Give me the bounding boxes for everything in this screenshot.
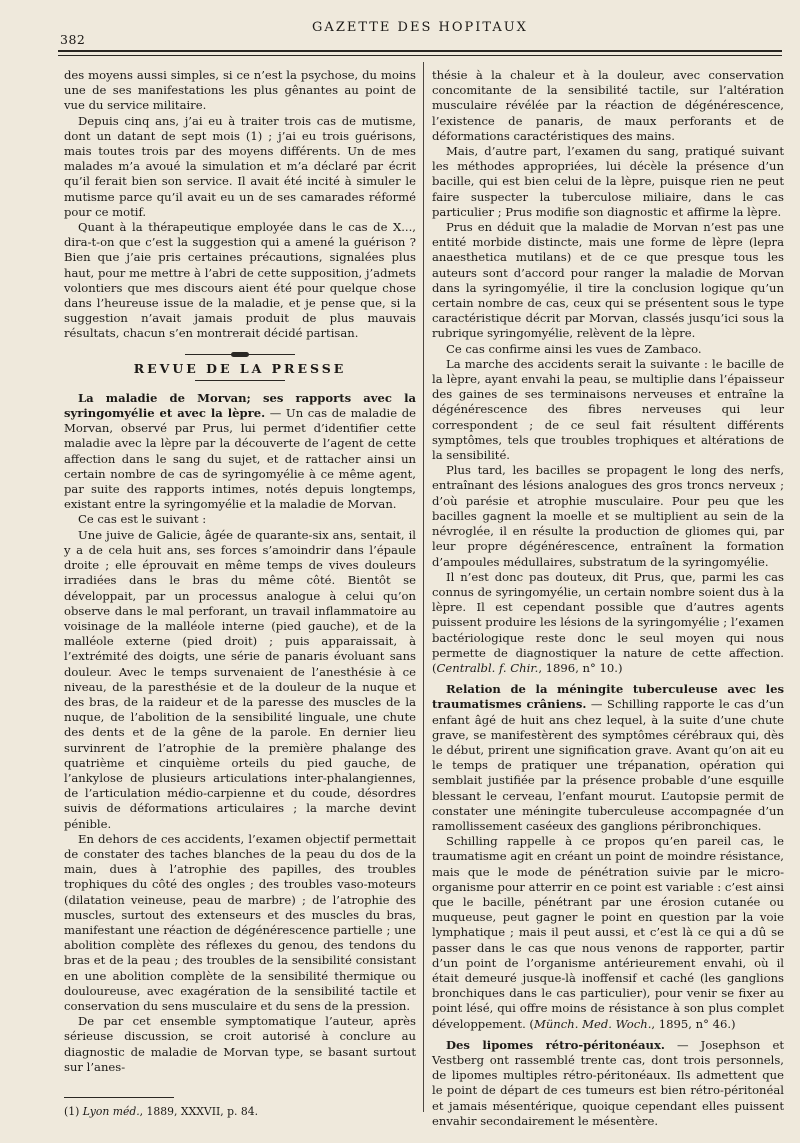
paragraph: Prus en déduit que la maladie de Morvan n’est pas une entité morbide distincte, mais une forme de lèpre (lepra anaesthetica mutilans) et de ce que presque tous les auteurs sont d’accord pour ranger la maladie de Morvan dans la syringomyélie, il tire la conclusion logique qu’un certain nombre de cas, ceux qui se présentent sous le type caractéristique décrit par Morvan, classés jusqu’ici sous la rubrique syringomyélie, relèvent de la lèpre. <box>432 220 784 341</box>
paragraph: La marche des accidents serait la suivante : le bacille de la lèpre, ayant envahi la peau, se multiplie dans l’épaisseur des gaines de ses terminaisons nerveuses et entraîne la dégénérescence des fibres nerveuses qui leur correspondent ; de ce seul fait résultent différents symptômes, tels que troubles trophiques et altérations de la sensibilité. <box>432 356 784 463</box>
paragraph: Mais, d’autre part, l’examen du sang, pratiqué suivant les méthodes appropriées, lui décèle la présence d’un bacille, qui est bien celui de la lèpre, puisque rien ne peut faire suspecter la tuberculose miliaire, dans le cas particulier ; Prus modifie son diagnostic et affirme la lèpre. <box>432 144 784 219</box>
paragraph: Schilling rappelle à ce propos qu’en pareil cas, le traumatisme agit en créant un point de moindre résistance, mais que le mode de pénétration suivie par le micro-organisme pour atterrir en ce point est variable : c’est ainsi que le bacille, pénétrant par une érosion cutanée ou muqueuse, peut gagner le point en question par la voie lymphatique ; mais il peut aussi, et c’est là ce qui a dû se passer dans le cas que nous venons de rapporter, partir d’un point de l’organisme antérieurement envahi, où il était demeuré jusque-là inoffensif et caché (les ganglions bronchiques dans le cas particulier), pour venir se fixer au point lésé, qui offre moins de résistance à son plus complet développement. (Münch. Med. Woch., 1895, n° 46.) <box>432 834 784 1031</box>
paragraph: Il n’est donc pas douteux, dit Prus, que, parmi les cas connus de syringomyélie, un certain nombre soient dus à la lèpre. Il est cependant possible que d’autres agents puissent produire les lésions de la syringomyélie ; l’examen bactériologique reste donc le seul moyen qui nous permette de diagnostiquer la nature de cette affection. (Centralbl. f. Chir., 1896, n° 10.) <box>432 569 784 675</box>
paragraph: Depuis cinq ans, j’ai eu à traiter trois cas de mutisme, dont un datant de sept mois (1) ; j’ai eu trois guérisons, mais toutes trois par des moyens différents. Un de mes malades m’a avoué la simulation et m’a déclaré par écrit qu’il ferait bien son service. Il avait été incité à simuler le mutisme parce qu’il avait eu un de ses camarades réformé pour ce motif. <box>64 113 416 219</box>
right-column <box>432 68 784 1128</box>
paragraph: Plus tard, les bacilles se propagent le long des nerfs, entraînant des lésions analogues des gros troncs nerveux ; d’où parésie et atrophie musculaire. Pour peu que les bacilles gagnent la moelle et se multiplient au sein de la névroglée, il en résulte la production de gliomes qui, par leur propre dégénérescence, entraînent la formation d’ampoules médullaires, substratum de la syringomyélie. <box>432 463 784 569</box>
article-title: Relation de la méningite tuberculeuse avec les traumatismes crâniens. <box>432 682 784 712</box>
section-title: REVUE DE LA PRESSE <box>133 360 347 376</box>
footnote-rule <box>64 1097 174 1098</box>
paragraph: des moyens aussi simples, si ce n’est la psychose, du moins une de ses manifestations les plus gênantes au point de vue du service militaire. <box>64 68 416 113</box>
paragraph: Ce cas confirme ainsi les vues de Zambaco. <box>446 341 702 356</box>
header-rule <box>58 50 782 56</box>
article-meningite: Relation de la méningite tuberculeuse avec les traumatismes crâniens. — Schilling rapporte le cas d’un enfant âgé de huit ans chez lequel, à la suite d’une chute grave, se manifestèrent des symptômes cérébraux qui, dès le début, prirent une signification grave. Avant qu’on ait eu le temps de pratiquer une trépanation, opération qui semblait justifiée par la présence probable d’une esquille blessant le cerveau, l’enfant mourut. L’autopsie permit de constater une méningite tuberculeuse accompagnée d’un ramollissement caséeux des ganglions péribronchiques. <box>432 682 784 833</box>
paragraph: Une juive de Galicie, âgée de quarante-six ans, sentait, il y a de cela huit ans, ses forces s’amoindrir dans l’épaule droite ; elle éprouvait en même temps de vives douleurs irradiées dans le bras du même côté. Bientôt se développait, par un processus analogue à celui qu’on observe dans le mal perforant, un travail inflammatoire au voisinage de la malléole interne (pied gauche), et de la malléole externe (pied droit) ; puis apparaissait, à l’extrémité des doigts, une série de panaris évoluant sans douleur. Avec le temps survenaient de l’anesthésie à ce niveau, de la paresthésie et de la douleur de la nuque et des bras, de la raideur et de la paresse des muscles de la nuque, de l’abolition de la sensibilité linguale, une chute des dents et de la gêne de la parole. En dernier lieu survinrent de l’atrophie de la première phalange des quatrième et cinquième orteils du pied gauche, de l’ankylose de plusieurs articulations inter-phalangiennes, de l’articulation médio-carpienne et du coude, désordres suivis de déformations articulaires ; la marche devint pénible. <box>64 527 416 831</box>
section-ornament <box>185 354 295 355</box>
left-column <box>64 68 416 1118</box>
paragraph: Quant à la thérapeutique employée dans le cas de X..., dira-t-on que c’est la suggestion qui a amené la guérison ? Bien que j’aie pris certaines précautions, signalées plus haut, pour me mettre à l’abri de cette supposition, j’admets volontiers que mes discours aient été pour quelque chose dans l’heureuse issue de la maladie, et je pense que, si la suggestion n’avait jamais produit de plus mauvais résultats, chacun s’en montrerait décidé partisan. <box>64 220 416 341</box>
paragraph: En dehors de ces accidents, l’examen objectif permettait de constater des taches blanches de la peau du dos de la main, dues à l’atrophie des papilles, des troubles trophiques du côté des ongles ; des troubles vaso-moteurs (dilatation veineuse, peau de marbre) ; de l’atrophie des muscles, surtout des extenseurs et des muscles du bras, manifestant une réaction de dégénérescence partielle ; une abolition complète des réflexes du genou, des tendons du bras et de la peau ; des troubles de la sensibilité consistant en une abolition complète de la sensibilité thermique ou douloureuse, avec exagération de la sensibilité tactile et conservation du sens musculaire et du sens de la pression. <box>64 831 416 1013</box>
running-title: GAZETTE DES HOPITAUX <box>312 20 528 35</box>
article-title: La maladie de Morvan; ses rapports avec la syringomyélie et avec la lèpre. <box>64 390 416 421</box>
section-divider <box>195 380 285 381</box>
article-morvan: La maladie de Morvan; ses rapports avec la syringomyélie et avec la lèpre. — Un cas de maladie de Morvan, observé par Prus, lui permet d’identifier cette maladie avec la lèpre par la découverte de l’agent de cette affection dans le sang du sujet, et de rattacher ainsi un certain nombre de cas de syringomyélie à ce même agent, par suite des rapports intimes, notés depuis longtemps, existant entre la syringomyélie et la maladie de Morvan. <box>64 390 416 512</box>
page-header <box>58 18 782 48</box>
paragraph: Ce cas est le suivant : <box>78 512 207 527</box>
paragraph: thésie à la chaleur et à la douleur, avec conservation concomitante de la sensibilité tactile, sur l’altération musculaire révélée par la réaction de dégénérescence, l’existence de panaris, de maux perforants et de déformations caractéristiques des mains. <box>432 68 784 143</box>
paragraph: De par cet ensemble symptomatique l’auteur, après sérieuse discussion, se croit autorisé à conclure au diagnostic de maladie de Morvan type, se basant surtout sur l’anes- <box>64 1014 416 1074</box>
article-title: Des lipomes rétro-péritonéaux. <box>446 1037 665 1052</box>
column-divider <box>423 62 424 1112</box>
article-lipomes: Des lipomes rétro-péritonéaux. — Josephson et Vestberg ont rassemblé trente cas, dont trois personnels, de lipomes multiples rétro-péritonéaux. Ils admettent que le point de départ de ces tumeurs est bien rétro-péritonéal et jamais mésentérique, quoique cependant elles puissent envahir secondairement le mésentère. <box>432 1037 784 1128</box>
page-number: 382 <box>60 32 86 47</box>
footnote: (1) Lyon méd., 1889, XXXVII, p. 84. <box>64 1105 259 1118</box>
